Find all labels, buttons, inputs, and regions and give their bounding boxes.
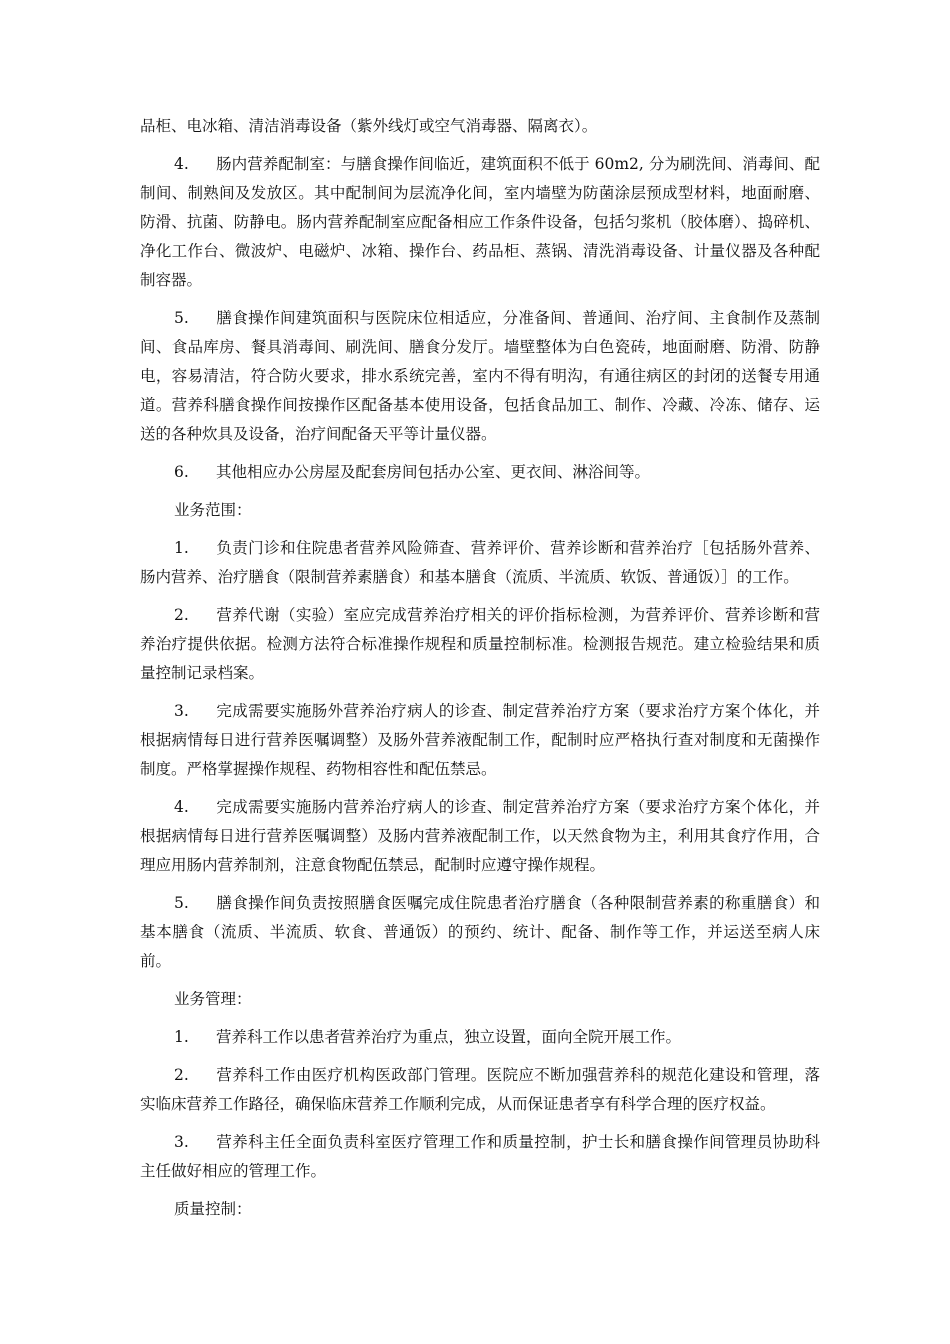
item-number: 1.	[174, 1028, 189, 1046]
item-text: 完成需要实施肠内营养治疗病人的诊查、制定营养治疗方案（要求治疗方案个体化，并根据病情每日进行营养医嘱调整）及肠内营养液配制工作，以天然食物为主，利用其食疗作用，合理应用肠内营养制剂，注意食物配伍禁忌，配制时应遵守操作规程。	[140, 798, 820, 874]
management-item-3	[140, 1128, 820, 1186]
facility-item-5	[140, 304, 820, 449]
item-text: 其他相应办公房屋及配套房间包括办公室、更衣间、淋浴间等。	[216, 463, 651, 481]
scope-item-2	[140, 601, 820, 688]
management-item-2	[140, 1061, 820, 1119]
item-text: 完成需要实施肠外营养治疗病人的诊查、制定营养治疗方案（要求治疗方案个体化，并根据病情每日进行营养医嘱调整）及肠外营养液配制工作，配制时应严格执行查对制度和无菌操作制度。严格掌握操作规程、药物相容性和配伍禁忌。	[140, 702, 820, 778]
management-heading: 业务管理：	[174, 990, 252, 1008]
item-number: 5.	[174, 309, 189, 327]
scope-item-3	[140, 697, 820, 784]
item-number: 1.	[174, 539, 189, 557]
item-text: 营养科工作由医疗机构医政部门管理。医院应不断加强营养科的规范化建设和管理，落实临床营养工作路径，确保临床营养工作顺利完成，从而保证患者享有科学合理的医疗权益。	[140, 1066, 820, 1113]
item-number: 3.	[174, 702, 189, 720]
management-item-1	[140, 1023, 820, 1052]
item-number: 6.	[174, 463, 189, 481]
document-body	[140, 112, 820, 1233]
item-text: 营养代谢（实验）室应完成营养治疗相关的评价指标检测，为营养评价、营养诊断和营养治疗提供依据。检测方法符合标准操作规程和质量控制标准。检测报告规范。建立检验结果和质量控制记录档案。	[140, 606, 820, 682]
opening-line: 品柜、电冰箱、清洁消毒设备（紫外线灯或空气消毒器、隔离衣）。	[140, 117, 598, 135]
item-text: 营养科工作以患者营养治疗为重点，独立设置，面向全院开展工作。	[216, 1028, 682, 1046]
item-text: 营养科主任全面负责科室医疗管理工作和质量控制，护士长和膳食操作间管理员协助科主任做好相应的管理工作。	[140, 1133, 820, 1180]
item-text: 膳食操作间建筑面积与医院床位相适应，分准备间、普通间、治疗间、主食制作及蒸制间、食品库房、餐具消毒间、刷洗间、膳食分发厅。墙壁整体为白色瓷砖，地面耐磨、防滑、防静电，容易清洁，符合防火要求，排水系统完善，室内不得有明沟，有通往病区的封闭的送餐专用通道。营养科膳食操作间按操作区配备基本使用设备，包括食品加工、制作、冷藏、冷冻、储存、运送的各种炊具及设备，治疗间配备天平等计量仪器。	[140, 309, 820, 443]
item-number: 4.	[174, 798, 189, 816]
item-number: 4.	[174, 155, 189, 173]
scope-item-4	[140, 793, 820, 880]
item-number: 3.	[174, 1133, 189, 1151]
item-text: 肠内营养配制室：与膳食操作间临近，建筑面积不低于 60m2, 分为刷洗间、消毒间、配制间、制熟间及发放区。其中配制间为层流净化间，室内墙壁为防菌涂层预成型材料，地面耐磨、防滑、抗菌、防静电。肠内营养配制室应配备相应工作条件设备，包括匀浆机（胶体磨）、捣碎机、净化工作台、微波炉、电磁炉、冰箱、操作台、药品柜、蒸锅、清洗消毒设备、计量仪器及各种配制容器。	[140, 155, 820, 289]
item-number: 2.	[174, 606, 189, 624]
scope-item-5	[140, 889, 820, 976]
item-number: 5.	[174, 894, 189, 912]
item-text: 膳食操作间负责按照膳食医嘱完成住院患者治疗膳食（各种限制营养素的称重膳食）和基本膳食（流质、半流质、软食、普通饭）的预约、统计、配备、制作等工作，并运送至病人床前。	[140, 894, 820, 970]
item-number: 2.	[174, 1066, 189, 1084]
scope-item-1	[140, 534, 820, 592]
facility-item-4	[140, 150, 820, 295]
facility-item-6	[140, 458, 820, 487]
item-text: 负责门诊和住院患者营养风险筛查、营养评价、营养诊断和营养治疗［包括肠外营养、肠内营养、治疗膳食（限制营养素膳食）和基本膳食（流质、半流质、软饭、普通饭）］的工作。	[140, 539, 820, 586]
quality-heading: 质量控制：	[174, 1200, 252, 1218]
scope-heading: 业务范围：	[174, 501, 252, 519]
